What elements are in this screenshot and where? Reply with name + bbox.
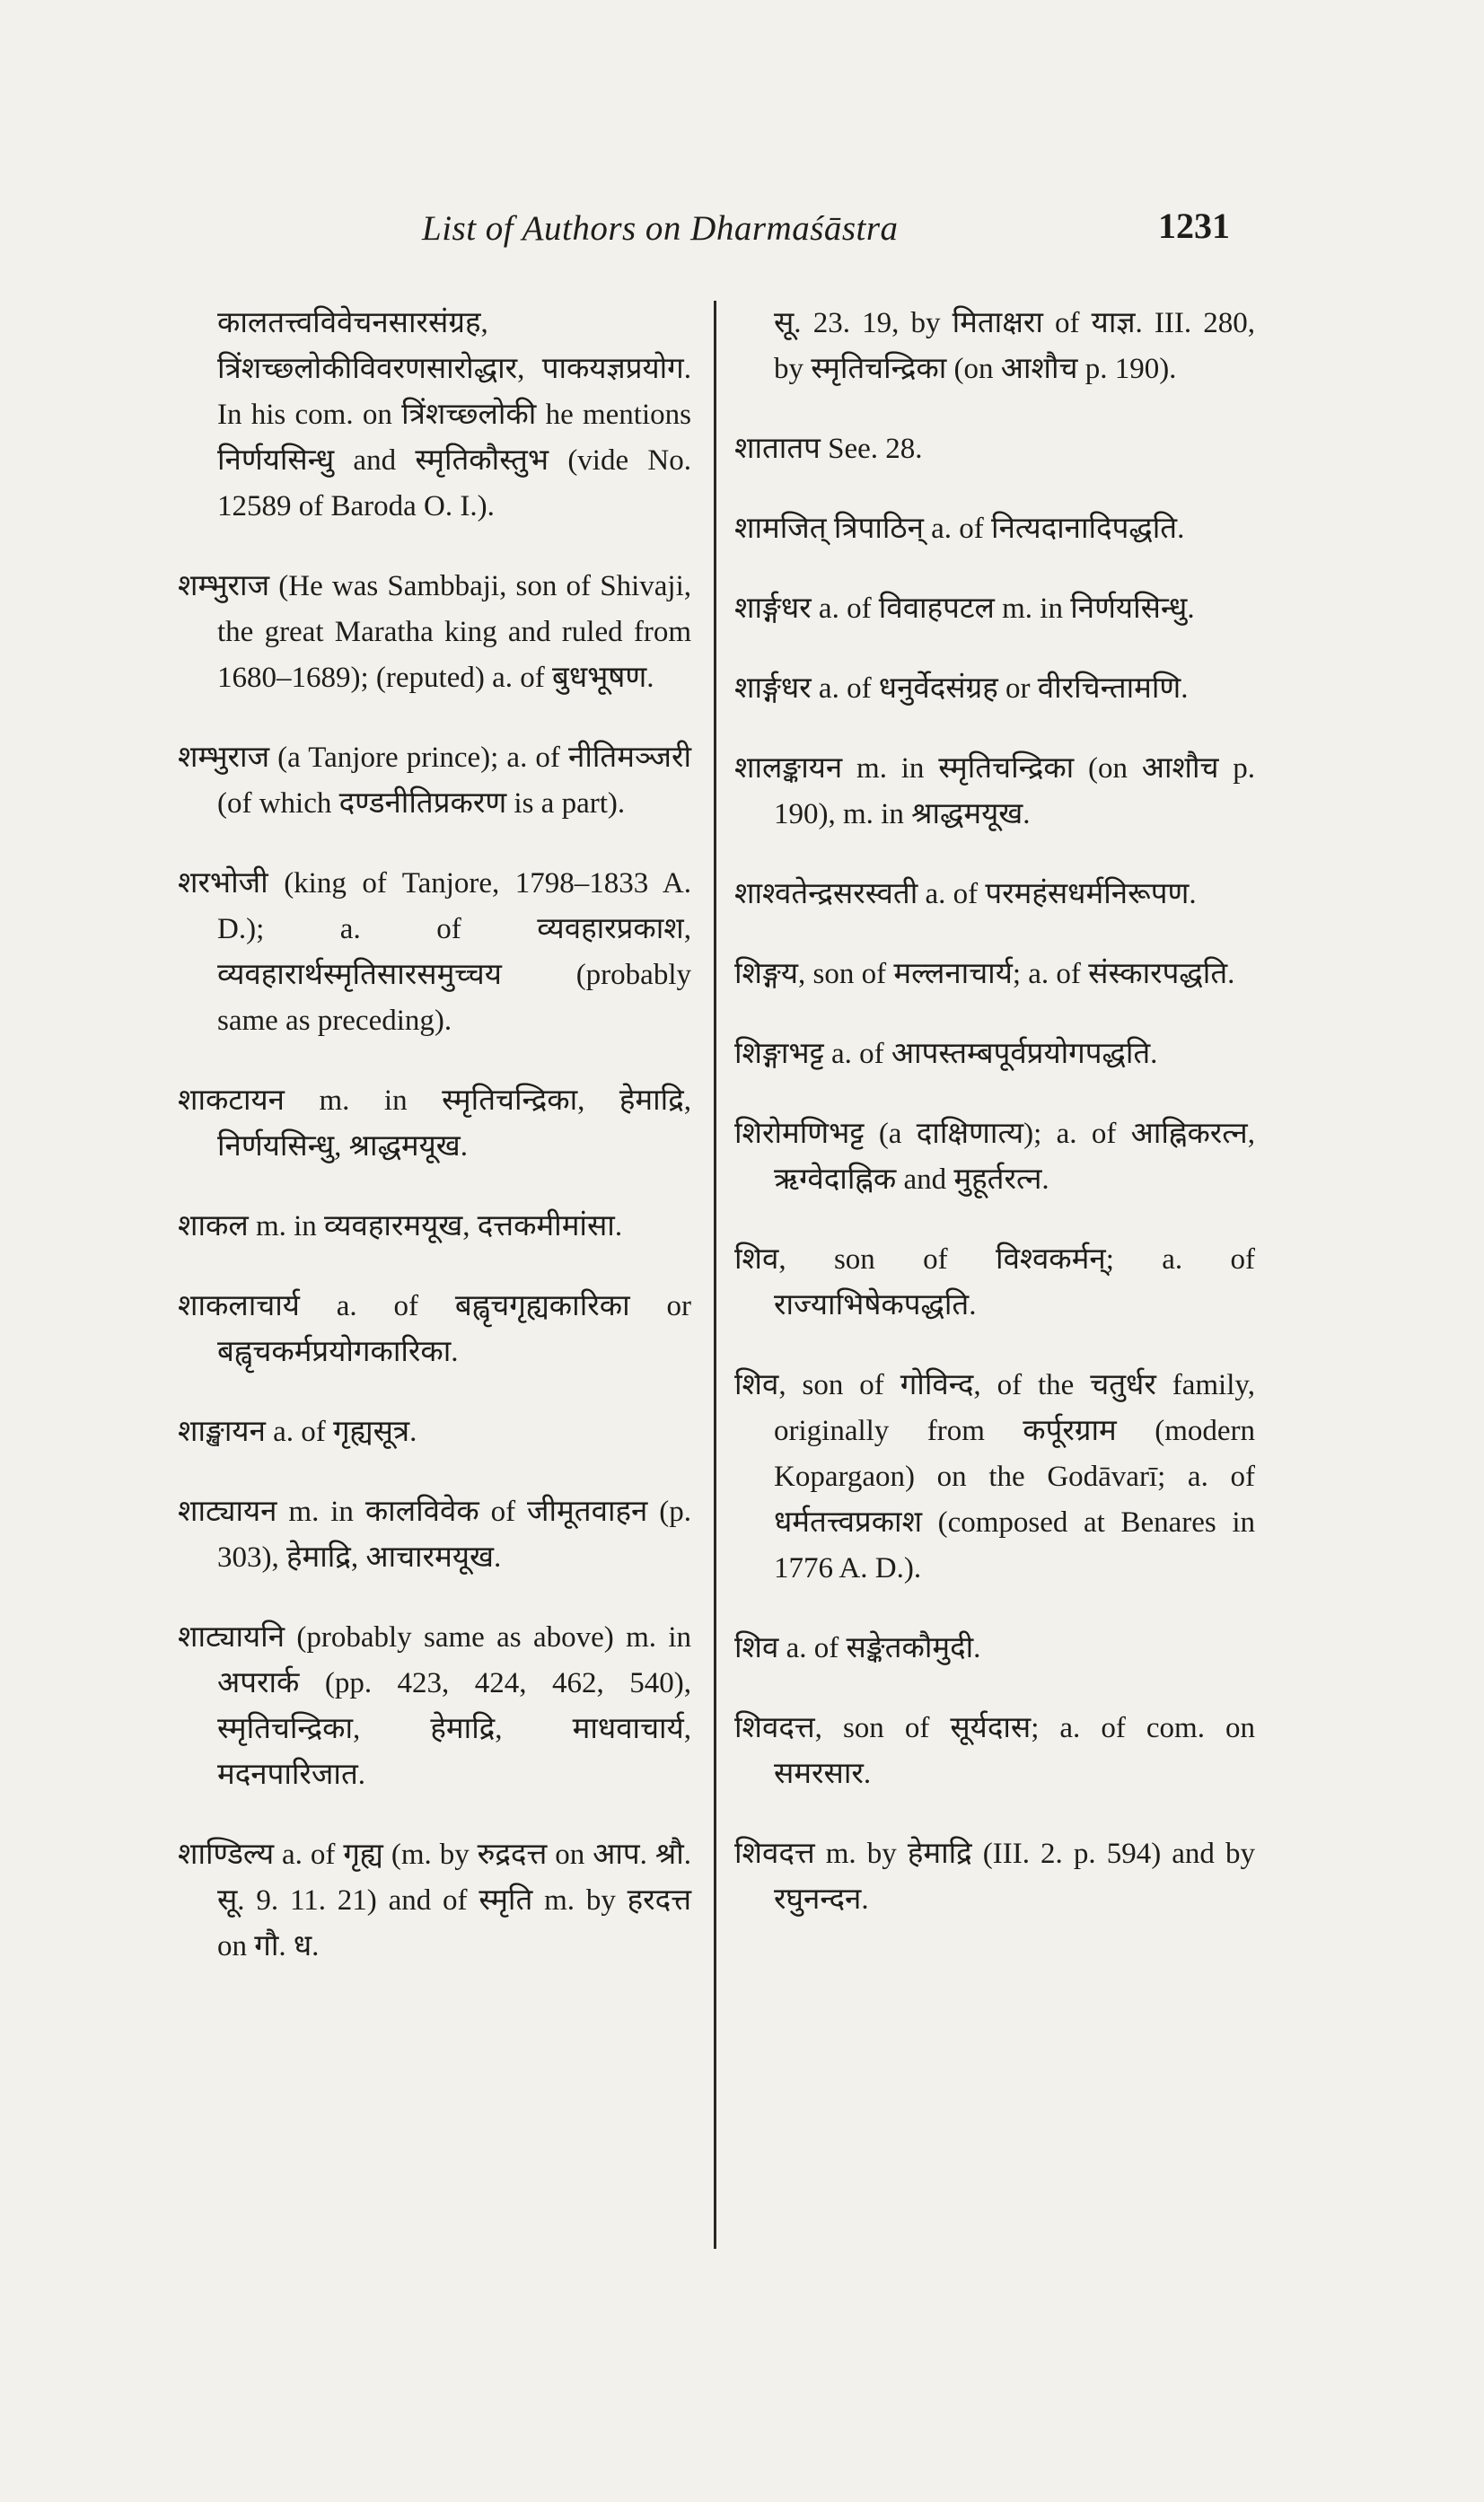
list-item: शिङ्गय, son of मल्लनाचार्य; a. of संस्कारपद्धति. (734, 958, 1235, 990)
right-column (734, 301, 1255, 1957)
list-item: शिव a. of सङ्केतकौमुदी. (734, 1632, 981, 1664)
list-item: शम्भुराज (He was Sambbaji, son of Shivaji, the great Maratha king and ruled from 1680–1689); (reputed) a. of बुधभूषण. (178, 570, 691, 694)
list-item: शाण्डिल्य a. of गृह्य (m. by रुद्रदत्त on आप. श्रौ. सू. 9. 11. 21) and of स्मृति m. by हरदत्त on गौ. ध. (178, 1839, 691, 1962)
list-item: शिवदत्त, son of सूर्यदास; a. of com. on समरसार. (734, 1712, 1255, 1790)
page-number: 1231 (1158, 206, 1230, 246)
left-column (178, 301, 691, 2004)
list-item: सू. 23. 19, by मिताक्षरा of याज्ञ. III. 280, by स्मृतिचन्द्रिका (on आशौच p. 190). (774, 307, 1255, 385)
list-item: शिवदत्त m. by हेमाद्रि (III. 2. p. 594) and by रघुनन्दन. (734, 1838, 1255, 1916)
list-item: शाट्यायन m. in कालविवेक of जीमूतवाहन (p. 303), हेमाद्रि, आचारमयूख. (178, 1496, 691, 1574)
list-item: शम्भुराज (a Tanjore prince); a. of नीतिमञ्जरी (of which दण्डनीतिप्रकरण is a part). (178, 742, 691, 820)
list-item: शामजित् त्रिपाठिन् a. of नित्यदानादिपद्धति. (734, 513, 1185, 545)
list-item: शाश्वतेन्द्रसरस्वती a. of परमहंसधर्मनिरूपण. (734, 878, 1197, 910)
list-item: शातातप See. 28. (734, 433, 923, 465)
list-item: कालतत्त्वविवेचनसारसंग्रह, त्रिंशच्छ्लोकीविवरणसारोद्धार, पाकयज्ञप्रयोग. In his com. on त्रिंशच्छ्लोकी he mentions निर्णयसिन्धु and स्मृतिकौस्तुभ (vide No. 12589 of Baroda O. I.). (217, 307, 691, 522)
list-item: शिरोमणिभट्ट (a दाक्षिणात्य); a. of आह्निकरत्न, ऋग्वेदाह्निक and मुहूर्तरत्न. (734, 1118, 1255, 1196)
running-header-title: List of Authors on Dharmaśāstra (422, 209, 899, 248)
list-item: शाकटायन m. in स्मृतिचन्द्रिका, हेमाद्रि, निर्णयसिन्धु, श्राद्धमयूख. (178, 1084, 691, 1163)
list-item: शाङ्खायन a. of गृह्यसूत्र. (178, 1416, 417, 1448)
list-item: शार्ङ्गधर a. of विवाहपटल m. in निर्णयसिन्धु. (734, 593, 1195, 625)
list-item: शाकलाचार्य a. of बह्वृचगृह्यकारिका or बह्वृचकर्मप्रयोगकारिका. (178, 1290, 691, 1368)
list-item: शिव, son of विश्वकर्मन्; a. of राज्याभिषेकपद्धति. (734, 1243, 1255, 1321)
list-item: शाकल m. in व्यवहारमयूख, दत्तकमीमांसा. (178, 1210, 623, 1242)
list-item: शालङ्कायन m. in स्मृतिचन्द्रिका (on आशौच p. 190), m. in श्राद्धमयूख. (734, 752, 1255, 830)
list-item: शिव, son of गोविन्द, of the चतुर्धर family, originally from कर्पूरग्राम (modern Kopargaon) on the Godāvarī; a. of धर्मतत्त्वप्रकाश (composed at Benares in 1776 A. D.). (734, 1369, 1255, 1585)
column-divider (714, 301, 716, 2249)
list-item: शरभोजी (king of Tanjore, 1798–1833 A. D.); a. of व्यवहारप्रकाश, व्यवहारार्थस्मृतिसारसमुच्चय (probably same as preceding). (178, 867, 691, 1037)
list-item: शाट्यायनि (probably same as above) m. in अपरार्क (pp. 423, 424, 462, 540), स्मृतिचन्द्रिका, हेमाद्रि, माधवाचार्य, मदनपारिजात. (178, 1621, 691, 1791)
list-item: शिङ्गाभट्ट a. of आपस्तम्बपूर्वप्रयोगपद्धति. (734, 1038, 1158, 1070)
list-item: शार्ङ्गधर a. of धनुर्वेदसंग्रह or वीरचिन्तामणि. (734, 672, 1189, 705)
